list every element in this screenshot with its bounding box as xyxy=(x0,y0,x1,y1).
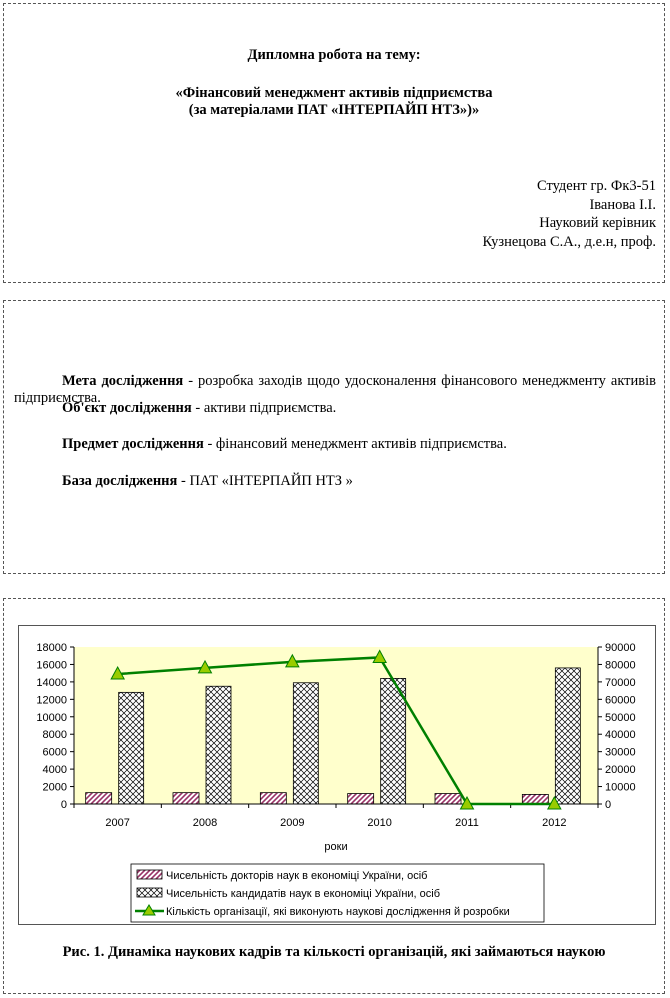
left-tick-label: 2000 xyxy=(42,781,67,794)
subject-paragraph xyxy=(14,436,656,453)
thesis-topic-line1: «Фінансовий менеджмент активів підприємства xyxy=(175,85,493,101)
bar-doctors-2011 xyxy=(435,794,461,804)
legend-entry-label: Чисельність докторів наук в економіці України, осіб xyxy=(166,870,428,882)
right-tick-label: 50000 xyxy=(605,711,636,724)
right-tick-label: 20000 xyxy=(605,764,636,777)
left-tick-label: 18000 xyxy=(36,642,67,654)
right-tick-label: 0 xyxy=(605,799,612,811)
legend-swatch xyxy=(137,888,162,897)
left-tick-label: 8000 xyxy=(42,729,67,742)
right-tick-label: 30000 xyxy=(605,746,636,759)
thesis-heading: Дипломна робота на тему: xyxy=(247,47,421,63)
right-tick-label: 90000 xyxy=(605,642,636,654)
base-paragraph xyxy=(14,473,656,490)
right-tick-label: 70000 xyxy=(605,676,636,689)
bar-doctors-2009 xyxy=(260,793,286,804)
chart-frame xyxy=(18,625,656,925)
left-tick-label: 16000 xyxy=(36,659,67,672)
combo-chart xyxy=(19,626,655,924)
goal-label: Мета дослідження xyxy=(62,373,184,389)
legend-swatch xyxy=(137,870,162,879)
object-paragraph xyxy=(14,400,656,417)
supervisor-name: Кузнецова С.А., д.е.н, проф. xyxy=(482,233,656,250)
bar-candidates-2008 xyxy=(206,686,231,804)
left-tick-label: 12000 xyxy=(36,694,67,707)
right-tick-label: 80000 xyxy=(605,659,636,672)
research-slide xyxy=(3,300,665,574)
subject-label: Предмет дослідження xyxy=(62,436,204,452)
left-tick-label: 10000 xyxy=(36,711,67,724)
legend-entry-label: Кількість організації, які виконують наукові дослідження й розробки xyxy=(166,906,510,918)
object-label: Об'єкт дослідження xyxy=(62,400,192,416)
bar-candidates-2007 xyxy=(119,692,144,804)
x-tick-label: 2011 xyxy=(455,817,479,829)
goal-text: - розробка заходів щодо удосконалення фінансового менеджменту активів підприємства. xyxy=(14,373,657,406)
left-tick-label: 14000 xyxy=(36,676,67,689)
subject-text: - фінансовий менеджмент активів підприємства. xyxy=(203,436,507,452)
author-block xyxy=(483,177,656,251)
x-tick-label: 2007 xyxy=(105,817,130,829)
bar-doctors-2012 xyxy=(522,794,548,804)
base-label: База дослідження xyxy=(62,473,178,489)
bar-candidates-2009 xyxy=(293,683,318,804)
right-tick-label: 60000 xyxy=(605,694,636,707)
figure-caption: Рис. 1. Динаміка наукових кадрів та кількості організацій, які займаються наукою xyxy=(62,944,606,960)
chart-slide xyxy=(3,598,665,994)
right-tick-label: 10000 xyxy=(605,781,636,794)
supervisor-label: Науковий керівник xyxy=(539,215,656,231)
x-tick-label: 2010 xyxy=(367,817,392,829)
bar-doctors-2010 xyxy=(348,794,374,804)
left-tick-label: 0 xyxy=(60,799,67,811)
bar-candidates-2012 xyxy=(555,668,580,804)
x-tick-label: 2008 xyxy=(192,817,218,829)
chart-legend xyxy=(131,864,544,922)
x-tick-label: 2009 xyxy=(280,817,305,829)
title-slide xyxy=(3,3,665,283)
legend-entry-label: Чисельність кандидатів наук в економіці України, осіб xyxy=(166,888,441,900)
right-tick-label: 40000 xyxy=(605,729,636,742)
left-tick-label: 4000 xyxy=(42,764,67,777)
object-text: - активи підприємства. xyxy=(191,400,337,416)
thesis-topic-line2: (за матеріалами ПАТ «ІНТЕРПАЙП НТЗ»)» xyxy=(188,102,480,118)
base-text: - ПАТ «ІНТЕРПАЙП НТЗ » xyxy=(177,473,353,489)
bar-doctors-2007 xyxy=(86,793,112,804)
bar-doctors-2008 xyxy=(173,793,199,804)
student-group: Студент гр. Фк3-51 xyxy=(536,178,656,194)
x-tick-label: 2012 xyxy=(542,817,567,829)
x-axis-title: роки xyxy=(324,841,348,853)
left-tick-label: 6000 xyxy=(42,746,67,759)
student-name: Іванова І.І. xyxy=(589,196,656,213)
